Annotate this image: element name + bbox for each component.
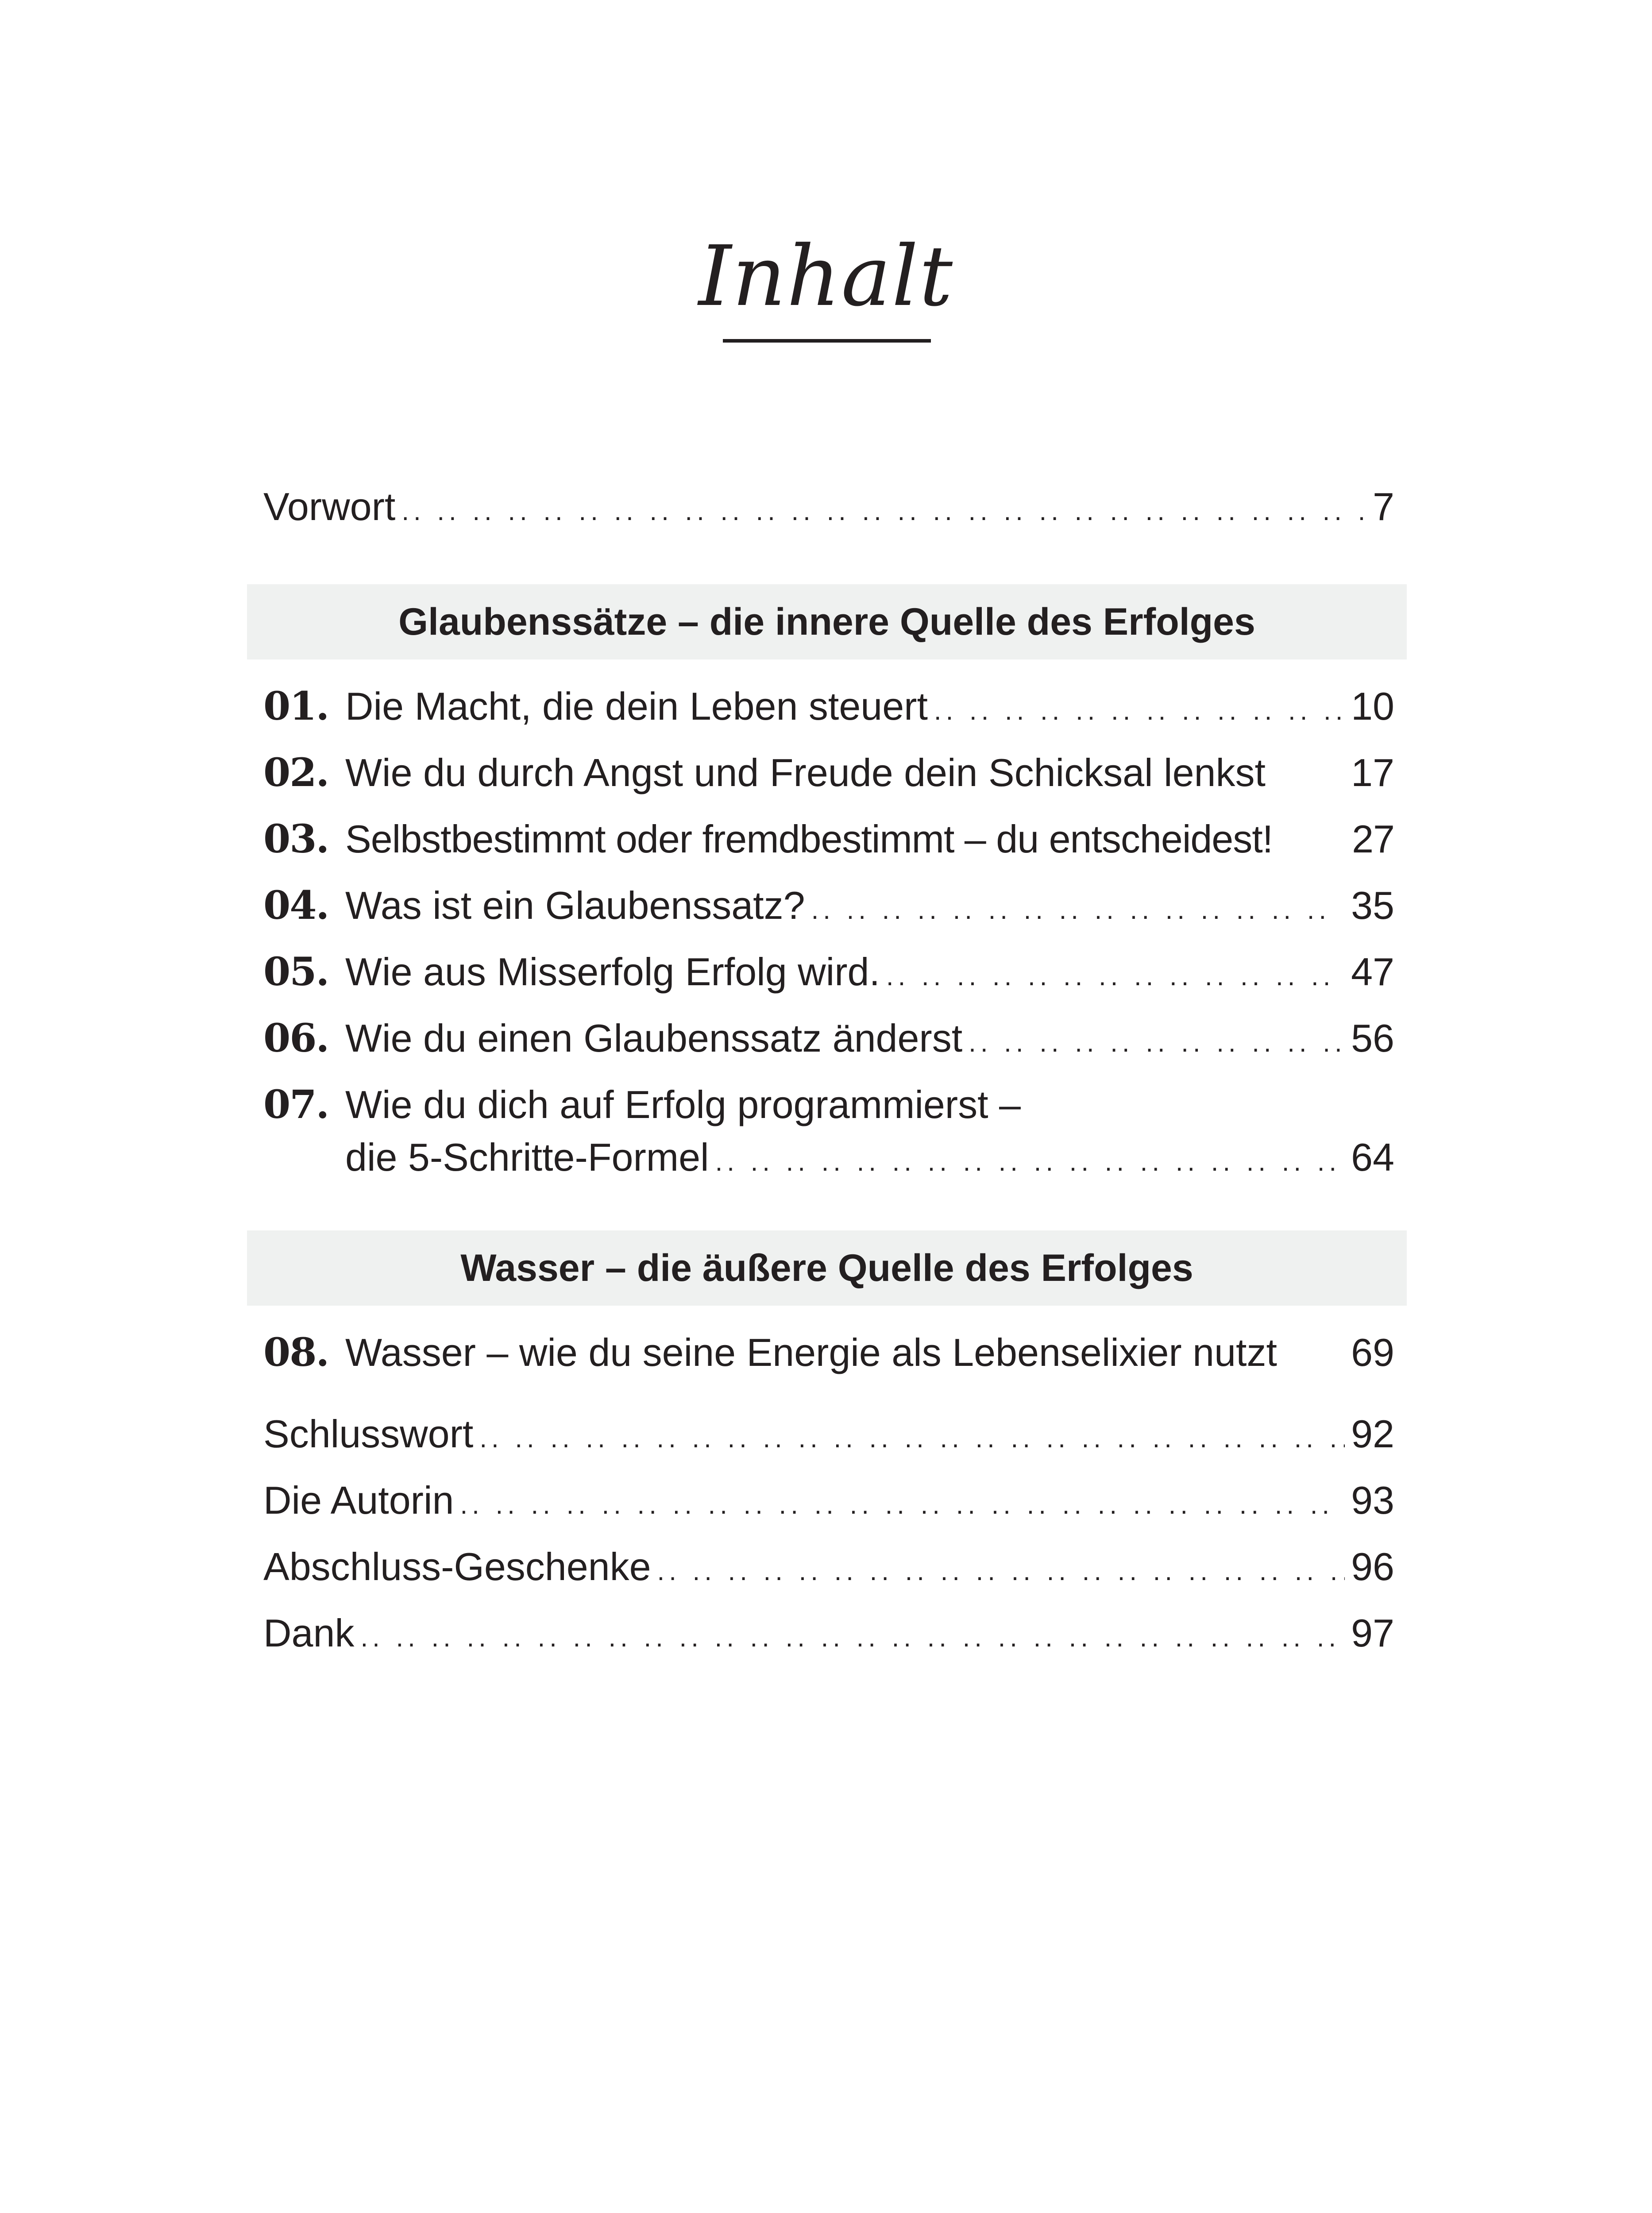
chapter-page-number: 47 (1351, 950, 1394, 994)
toc-chapter-06[interactable] (263, 1007, 1394, 1069)
toc-chapter-07[interactable] (263, 1073, 1394, 1135)
toc-chapter-02[interactable] (263, 741, 1394, 803)
dot-leader (934, 680, 1345, 742)
chapter-title: Wie du durch Angst und Freude dein Schicksal lenkst (345, 751, 1266, 794)
chapter-number: 01. (263, 683, 329, 729)
entry-label: Die Autorin (263, 1478, 454, 1522)
toc-entry-vorwort[interactable] (263, 476, 1394, 538)
chapter-number: 08. (263, 1329, 329, 1375)
dot-leader (401, 480, 1366, 542)
toc-entry-dank[interactable] (263, 1602, 1394, 1664)
dot-leader (811, 879, 1345, 941)
chapter-page-number: 17 (1351, 751, 1394, 794)
toc-chapter-04[interactable] (263, 874, 1394, 936)
chapter-number: 06. (263, 1015, 329, 1061)
chapter-page-number: 56 (1351, 1016, 1394, 1060)
dot-leader (360, 1607, 1345, 1669)
toc-entry-die-autorin[interactable] (263, 1469, 1394, 1531)
chapter-number: 03. (263, 816, 329, 862)
chapter-title: Die Macht, die dein Leben steuert (345, 684, 928, 728)
toc-entry-schlusswort[interactable] (263, 1403, 1394, 1465)
toc-chapter-08[interactable] (263, 1321, 1394, 1383)
dot-leader (969, 1012, 1345, 1074)
entry-label: Vorwort (263, 485, 396, 528)
entry-page-number: 92 (1351, 1412, 1394, 1456)
chapter-title: Wie du dich auf Erfolg programmierst – (345, 1083, 1021, 1126)
toc-chapter-01[interactable] (263, 675, 1394, 737)
chapter-page-number: 10 (1351, 684, 1394, 728)
chapter-title: Wie aus Misserfolg Erfolg wird. (345, 950, 880, 994)
chapter-title: Wasser – wie du seine Energie als Lebenselixier nutzt (345, 1330, 1277, 1374)
chapter-page-number: 35 (1351, 883, 1394, 927)
toc-chapter-07-continued[interactable] (345, 1126, 1394, 1188)
toc-chapter-03[interactable] (263, 808, 1394, 870)
dot-leader (715, 1131, 1345, 1193)
dot-leader (886, 945, 1345, 1007)
chapter-number: 05. (263, 948, 329, 995)
chapter-number: 07. (263, 1081, 329, 1127)
chapter-title: Selbstbestimmt oder fremdbestimmt – du entscheidest! (345, 817, 1273, 861)
entry-label: Abschluss-Geschenke (263, 1545, 651, 1588)
chapter-title: Was ist ein Glaubenssatz? (345, 883, 805, 927)
toc-chapter-05[interactable] (263, 941, 1394, 1002)
section-heading-glaubenssaetze: Glaubenssätze – die innere Quelle des Erfolges (247, 584, 1407, 659)
chapter-page-number: 69 (1351, 1330, 1394, 1374)
dot-leader (479, 1407, 1345, 1469)
dot-leader (460, 1474, 1345, 1536)
entry-page-number: 97 (1351, 1611, 1394, 1655)
entry-page-number: 96 (1351, 1545, 1394, 1588)
chapter-page-number: 64 (1351, 1135, 1394, 1179)
entry-page-number: 93 (1351, 1478, 1394, 1522)
chapter-page-number: 27 (1352, 817, 1394, 861)
dot-leader (657, 1540, 1345, 1602)
entry-label: Schlusswort (263, 1412, 474, 1456)
title-underline (723, 339, 931, 343)
chapter-number: 02. (263, 749, 329, 795)
section-heading-wasser: Wasser – die äußere Quelle des Erfolges (247, 1230, 1407, 1306)
page-title: Inhalt (698, 228, 954, 325)
chapter-number: 04. (263, 882, 329, 928)
chapter-title-line2: die 5-Schritte-Formel (345, 1135, 709, 1179)
entry-page-number: 7 (1373, 485, 1394, 528)
entry-label: Dank (263, 1611, 355, 1655)
chapter-title: Wie du einen Glaubenssatz änderst (345, 1016, 963, 1060)
toc-entry-abschluss-geschenke[interactable] (263, 1536, 1394, 1598)
